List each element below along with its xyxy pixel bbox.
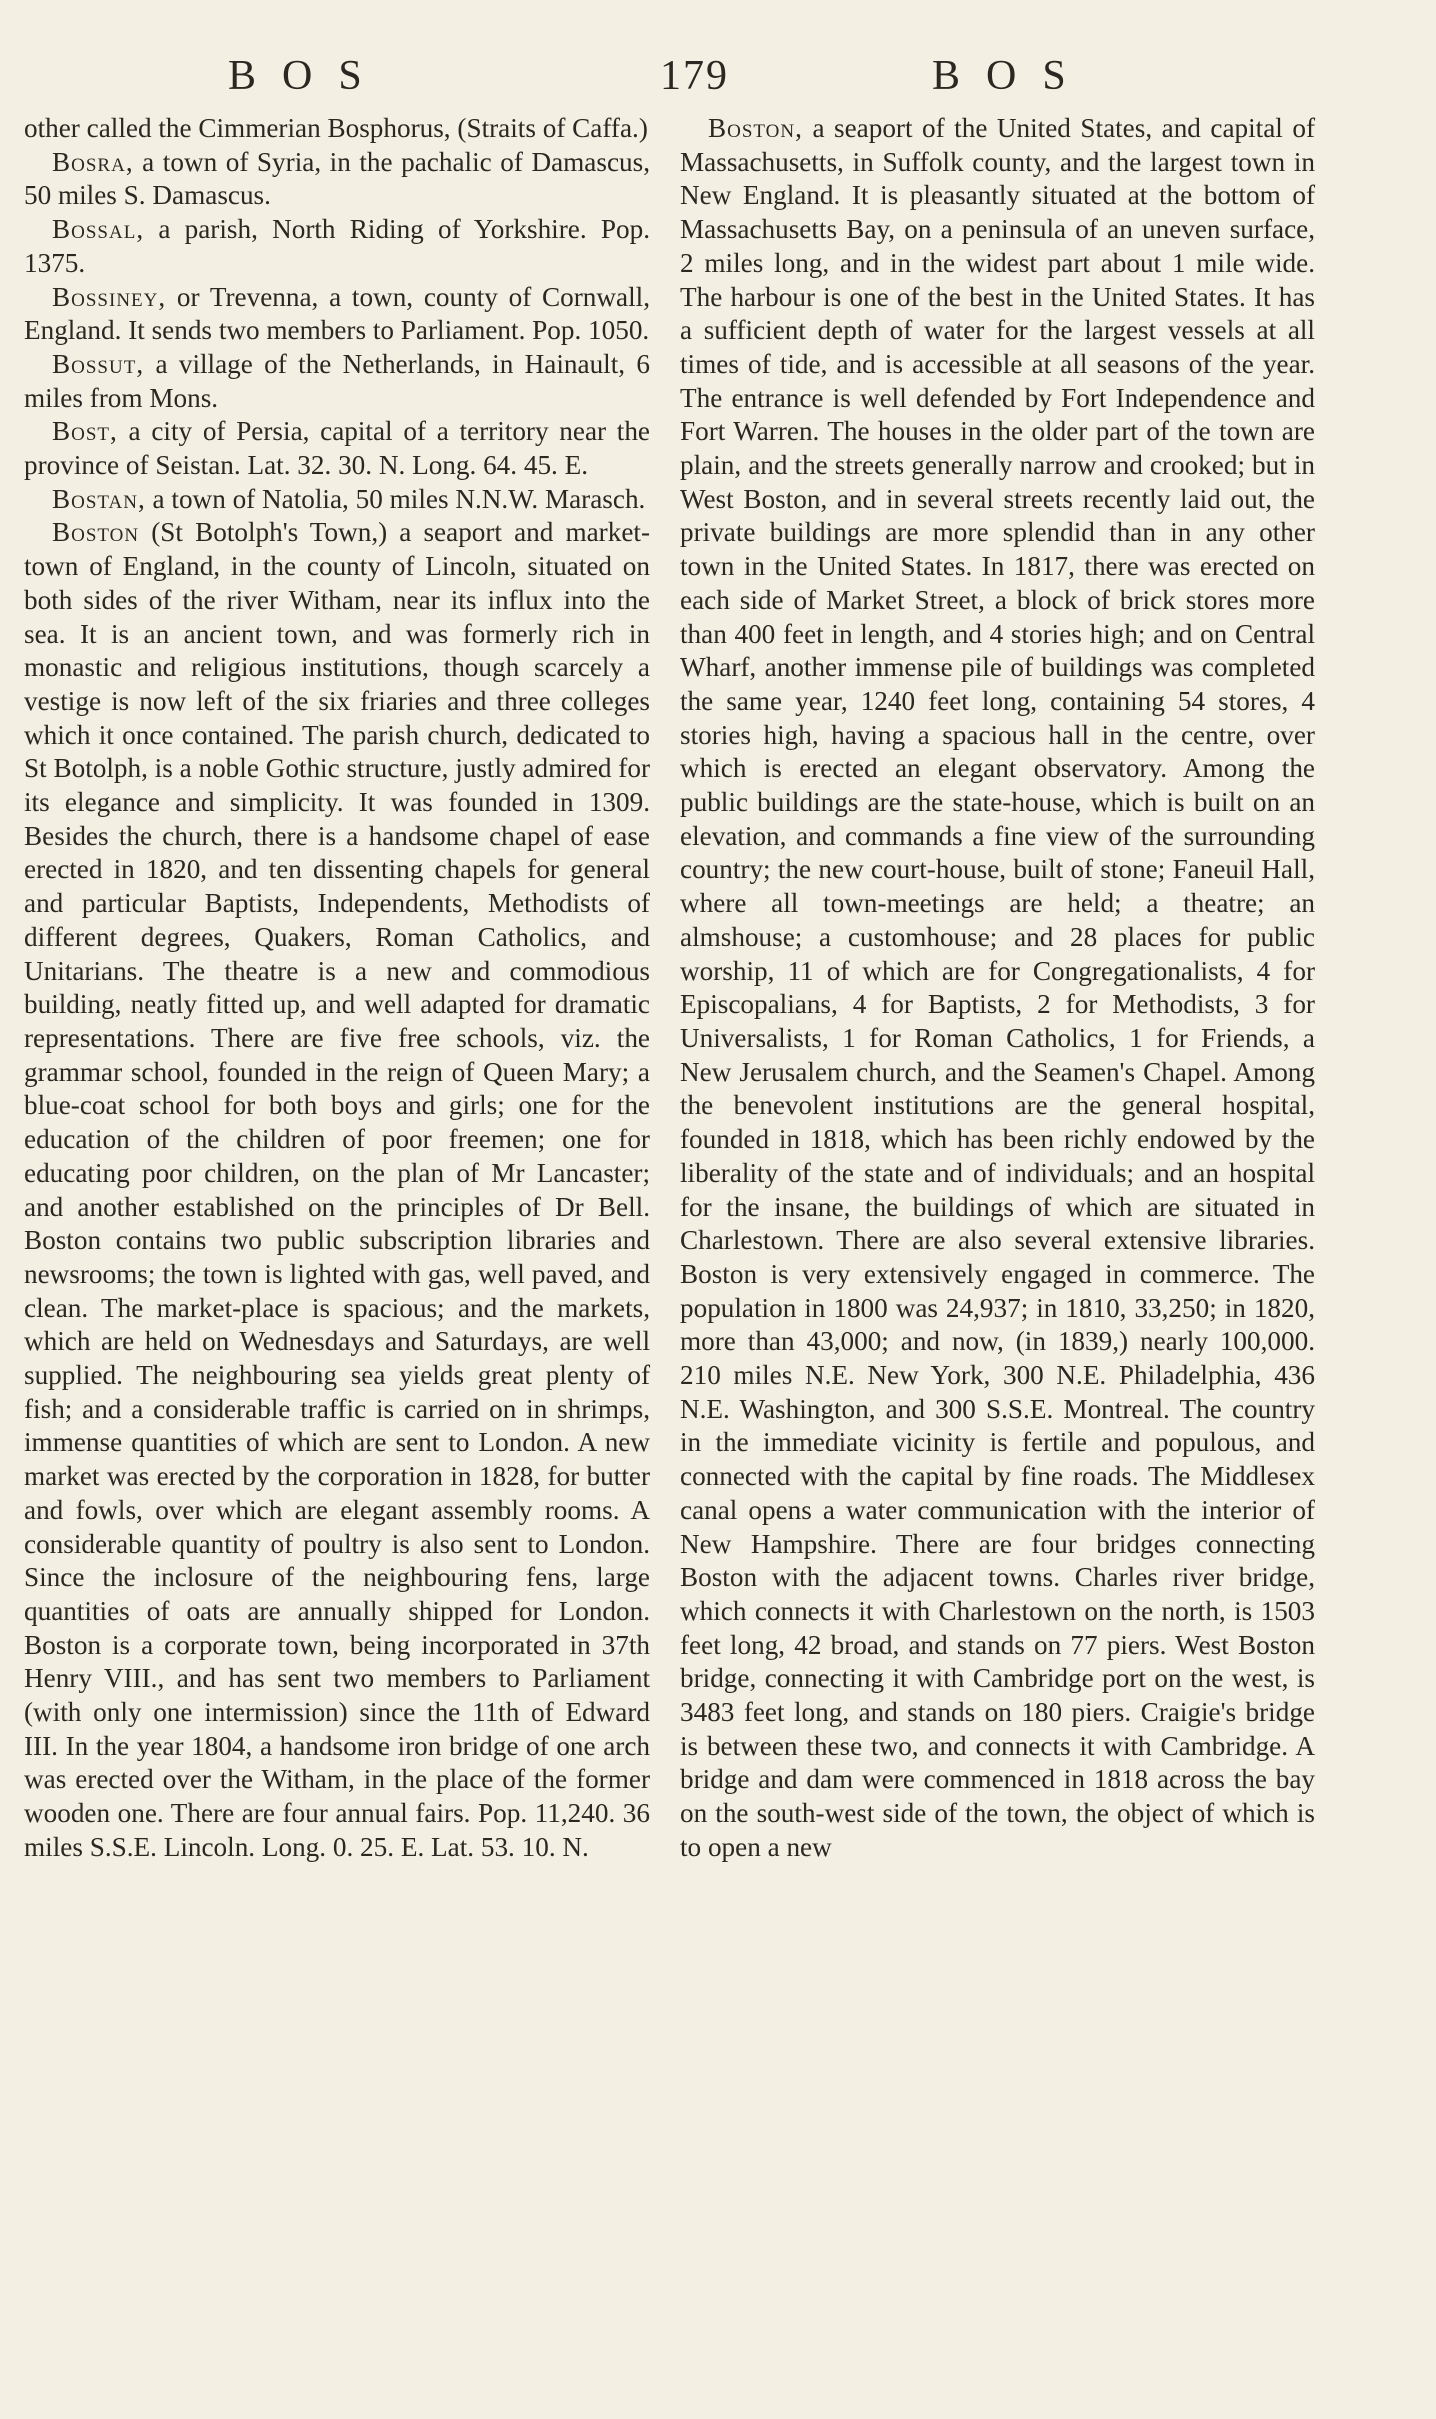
- entry-bost: [24, 415, 650, 482]
- entry-boston-usa: [680, 112, 1315, 1865]
- entry-text: a seaport of the United States, and capital of Massachusetts, in Suffolk county, and the largest town in New England. It is pleasantly situated at the bottom of Massachusetts Bay, on a peninsula of an uneven surface, 2 miles long, and in the widest part about 1 mile wide. The harbour is one of the best in the United States. It has a sufficient depth of water for the largest vessels at all times of tide, and is accessible at all seasons of the year. The entrance is well defended by Fort Independence and Fort Warren. The houses in the older part of the town are plain, and the streets generally narrow and crooked; but in West Boston, and in several streets recently laid out, the private buildings are more splendid than in any other town in the United States. In 1817, there was erected on each side of Market Street, a block of brick stores more than 400 feet in length, and 4 stories high; and on Central Wharf, another immense pile of buildings was completed the same year, 1240 feet long, containing 54 stores, 4 stories high, having a spacious hall in the centre, over which is erected an elegant observatory. Among the public buildings are the state-house, which is built on an elevation, and commands a fine view of the surrounding country; the new court-house, built of stone; Faneuil Hall, where all town-meetings are held; a theatre; an almshouse; a customhouse; and 28 places for public worship, 11 of which are for Congregationalists, 4 for Episcopalians, 4 for Baptists, 2 for Methodists, 3 for Universalists, 1 for Roman Catholics, 1 for Friends, a New Jerusalem church, and the Seamen's Chapel. Among the benevolent institutions are the general hospital, founded in 1818, which has been richly endowed by the liberality of the state and of individuals; and an hospital for the insane, the buildings of which are situated in Charlestown. There are also several extensive libraries. Boston is very extensively engaged in commerce. The population in 1800 was 24,937; in 1810, 33,250; in 1820, more than 43,000; and now, (in 1839,) nearly 100,000. 210 miles N.E. New York, 300 N.E. Philadelphia, 436 N.E. Washington, and 300 S.S.E. Montreal. The country in the immediate vicinity is fertile and populous, and connected with the capital by fine roads. The Middlesex canal opens a water communication with the interior of New Hampshire. There are four bridges connecting Boston with the adjacent towns. Charles river bridge, which connects it with Charlestown on the north, is 1503 feet long, 42 broad, and stands on 77 piers. West Boston bridge, connecting it with Cambridge port on the west, is 3483 feet long, and stands on 180 piers. Craigie's bridge is between these two, and connects it with Cambridge. A bridge and dam were commenced in 1818 across the bay on the south-west side of the town, the object of which is to open a new: [680, 113, 1315, 1862]
- header-right-guideword: BOS: [932, 53, 1092, 99]
- entry-bossut: [24, 348, 650, 415]
- headword: Bossut,: [52, 348, 145, 379]
- headword: Bost,: [52, 416, 118, 447]
- headword: Boston: [52, 517, 140, 548]
- headword: Bostan,: [52, 483, 146, 514]
- entry-boston-england: [24, 516, 650, 1864]
- left-column: [24, 112, 650, 1865]
- entry-text: a village of the Netherlands, in Hainault, 6 miles from Mons.: [24, 348, 650, 413]
- entry-bosra: [24, 146, 650, 213]
- entry-text: a city of Persia, capital of a territory near the province of Seistan. Lat. 32. 30. N. Long. 64. 45. E.: [24, 416, 650, 481]
- headword: Boston,: [708, 113, 803, 143]
- page-number: 179: [660, 53, 729, 99]
- entry-text: a parish, North Riding of Yorkshire. Pop. 1375.: [24, 214, 650, 278]
- entry-bostan: [24, 483, 650, 517]
- headword: Bosra,: [52, 146, 134, 177]
- header-left-guideword: BOS: [228, 53, 388, 99]
- headword: Bossal,: [52, 214, 145, 245]
- entry-text: or Trevenna, a town, county of Cornwall, England. It sends two members to Parliament. Pop. 1050.: [24, 281, 650, 346]
- entry-continuation: other called the Cimmerian Bosphorus, (Straits of Caffa.): [24, 113, 648, 143]
- entry-text: (St Botolph's Town,) a seaport and market-town of England, in the county of Lincoln, situated on both sides of the river Witham, near its influx into the sea. It is an ancient town, and was formerly rich in monastic and religious institutions, though scarcely a vestige is now left of the six friaries and three colleges which it once contained. The parish church, dedicated to St Botolph, is a noble Gothic structure, justly admired for its elegance and simplicity. It was founded in 1309. Besides the church, there is a handsome chapel of ease erected in 1820, and ten dissenting chapels for general and particular Baptists, Independents, Methodists of different degrees, Quakers, Roman Catholics, and Unitarians. The theatre is a new and commodious building, neatly fitted up, and well adapted for dramatic representations. There are five free schools, viz. the grammar school, founded in the reign of Queen Mary; a blue-coat school for both boys and girls; one for the education of the children of poor freemen; one for educating poor children, on the plan of Mr Lancaster; and another established on the principles of Dr Bell. Boston contains two public subscription libraries and newsrooms; the town is lighted with gas, well paved, and clean. The market-place is spacious; and the markets, which are held on Wednesdays and Saturdays, are well supplied. The neighbouring sea yields great plenty of fish; and a considerable traffic is carried on in shrimps, immense quantities of which are sent to London. A new market was erected by the corporation in 1828, for butter and fowls, over which are elegant assembly rooms. A considerable quantity of poultry is also sent to London. Since the inclosure of the neighbouring fens, large quantities of oats are annually shipped for London. Boston is a corporate town, being incorporated in 37th Henry VIII., and has sent two members to Parliament (with only one intermission) since the 11th of Edward III. In the year 1804, a handsome iron bridge of one arch was erected over the Witham, in the place of the former wooden one. There are four annual fairs. Pop. 11,240. 36 miles S.S.E. Lincoln. Long. 0. 25. E. Lat. 53. 10. N.: [24, 517, 650, 1862]
- entry-bossal: [24, 213, 650, 280]
- entry-text: a town of Natolia, 50 miles N.N.W. Marasch.: [145, 483, 646, 514]
- entry-text: a town of Syria, in the pachalic of Damascus, 50 miles S. Damascus.: [24, 146, 650, 211]
- headword: Bossiney,: [52, 281, 167, 312]
- running-header: [0, 52, 1436, 102]
- right-column: [680, 112, 1315, 1865]
- entry-bossiney: [24, 281, 650, 348]
